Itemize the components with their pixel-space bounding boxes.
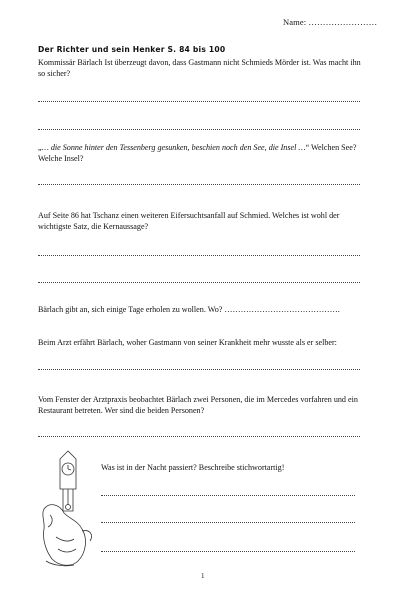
answer-line-3b[interactable] bbox=[38, 282, 360, 283]
question-6: Vom Fenster der Arztpraxis beobachtet Bärlach zwei Personen, die im Mercedes vorfahren und ein Restaurant betreten. Wer sind die beiden Personen? bbox=[38, 395, 358, 415]
answer-line-7c[interactable] bbox=[101, 551, 355, 552]
answer-line-6[interactable] bbox=[38, 436, 360, 437]
question-2-prefix: „ bbox=[38, 143, 42, 152]
question-3: Auf Seite 86 hat Tschanz einen weiteren Eifersuchtsanfall auf Schmied. Welches ist wohl der wichtigste Satz, die Kernaussage? bbox=[38, 211, 340, 231]
question-2 bbox=[38, 142, 368, 164]
pendulum-clock-and-dog-illustration bbox=[38, 449, 100, 569]
question-2-quote: … die Sonne hinter den Tessenberg gesunken, beschien noch den See, die Insel … bbox=[41, 143, 306, 152]
answer-line-3a[interactable] bbox=[38, 255, 360, 256]
answer-line-7a[interactable] bbox=[101, 495, 355, 496]
question-2-suffix: “ Welchen See? Welche Insel? bbox=[38, 143, 357, 163]
question-7: Was ist in der Nacht passiert? Beschreibe stichwortartig! bbox=[101, 463, 285, 472]
answer-line-1b[interactable] bbox=[38, 129, 360, 130]
question-1: Kommissär Bärlach Ist überzeugt davon, dass Gastmann nicht Schmieds Mörder ist. Was macht ihn so sicher? bbox=[38, 58, 361, 78]
worksheet-title: Der Richter und sein Henker S. 84 bis 100 bbox=[38, 45, 226, 54]
answer-line-1a[interactable] bbox=[38, 101, 360, 102]
question-5: Beim Arzt erfährt Bärlach, woher Gastmann von seiner Krankheit mehr wusste als er selber: bbox=[38, 338, 337, 347]
question-4: Bärlach gibt an, sich einige Tage erholen zu wollen. Wo? ……………………………………. bbox=[38, 305, 340, 314]
answer-line-2[interactable] bbox=[38, 184, 360, 185]
answer-line-7b[interactable] bbox=[101, 522, 355, 523]
page-number: 1 bbox=[201, 572, 205, 580]
name-field[interactable]: Name: …………………… bbox=[283, 17, 378, 27]
answer-line-5[interactable] bbox=[38, 369, 360, 370]
